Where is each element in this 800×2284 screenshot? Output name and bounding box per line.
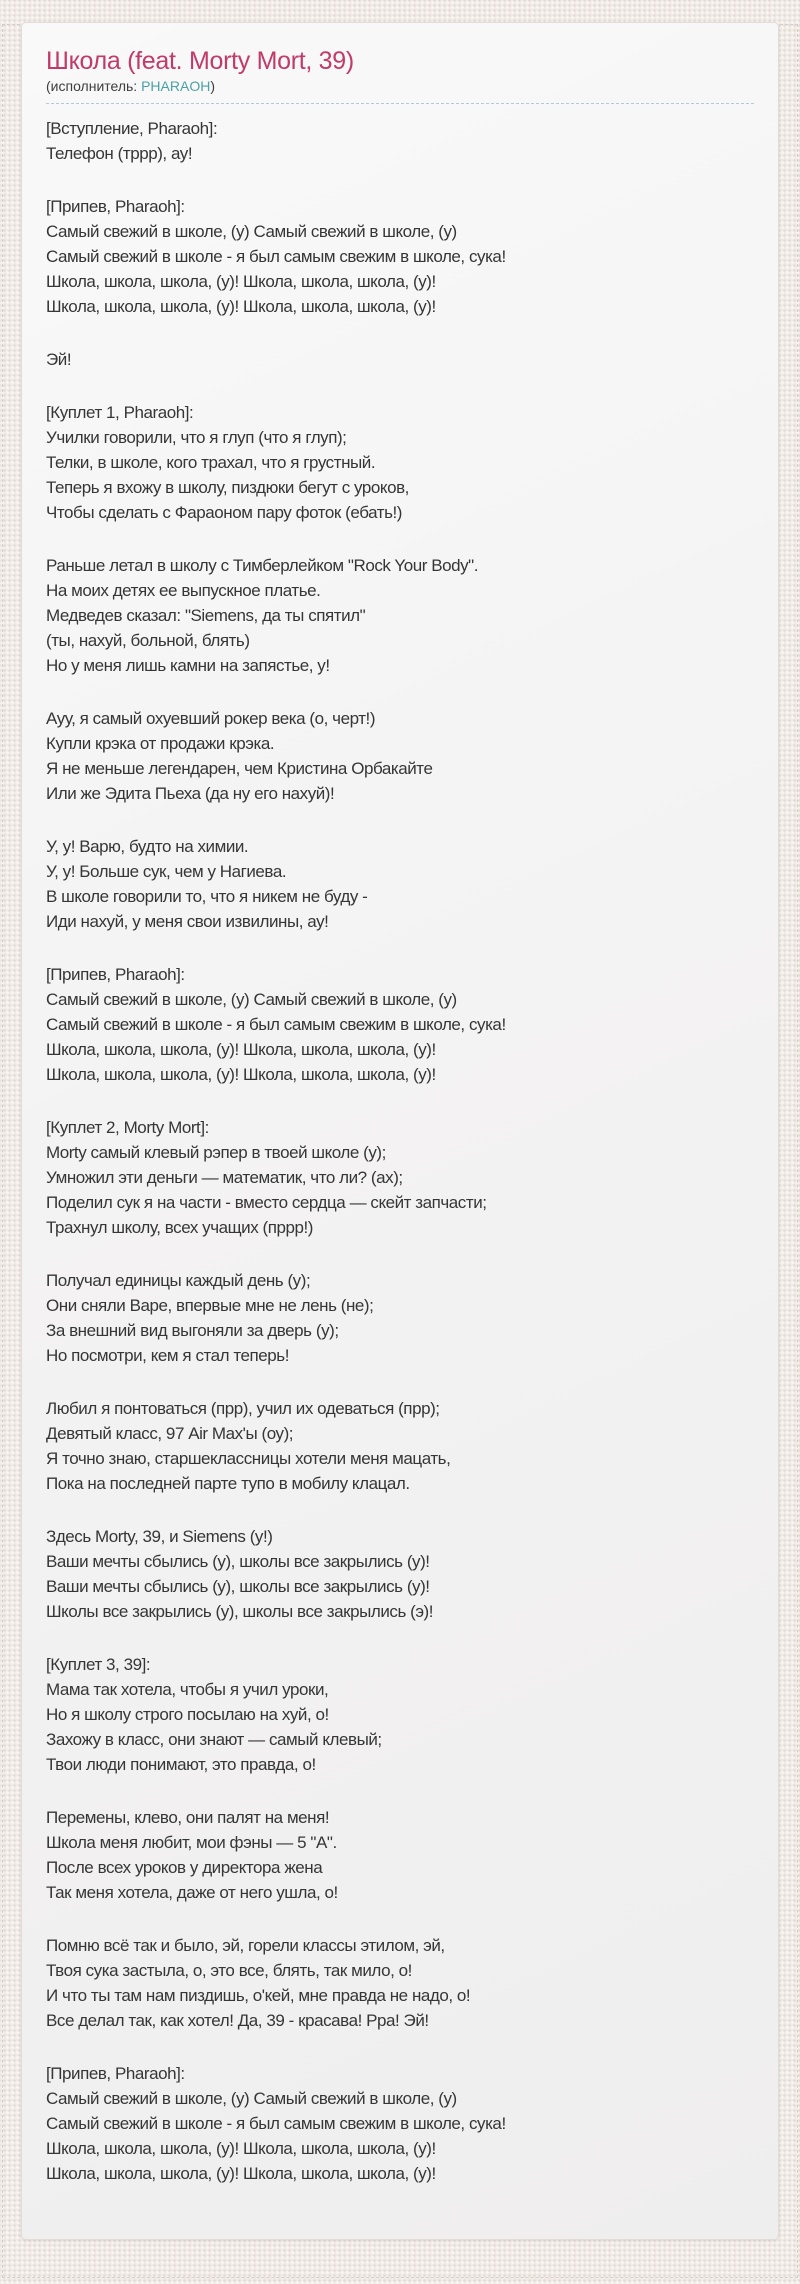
lyric-line: На моих детях ее выпускное платье.	[46, 581, 321, 600]
performer-line	[46, 78, 754, 104]
lyric-line: Училки говорили, что я глуп (что я глуп);	[46, 428, 347, 447]
lyric-line: Школа, школа, школа, (у)! Школа, школа, школа, (у)!	[46, 297, 436, 316]
lyric-line: [Вступление, Pharaoh]:	[46, 119, 218, 138]
lyric-line: В школе говорили то, что я никем не буду -	[46, 887, 368, 906]
stanza	[46, 2061, 754, 2186]
lyric-line: Или же Эдита Пьеха (да ну его нахуй)!	[46, 784, 335, 803]
lyric-line: Эй!	[46, 350, 72, 369]
lyric-line: Школа, школа, школа, (у)! Школа, школа, школа, (у)!	[46, 2139, 436, 2158]
performer-closing-paren: )	[210, 78, 215, 94]
lyric-line: Самый свежий в школе - я был самым свежим в школе, сука!	[46, 247, 506, 266]
lyric-line: Поделил сук я на части - вместо сердца — скейт запчасти;	[46, 1193, 487, 1212]
lyric-line: Мама так хотела, чтобы я учил уроки,	[46, 1680, 329, 1699]
stanza	[46, 400, 754, 525]
lyric-line: Школы все закрылись (у), школы все закрылись (э)!	[46, 1602, 434, 1621]
lyric-line: Школа, школа, школа, (у)! Школа, школа, школа, (у)!	[46, 1065, 436, 1084]
lyric-line: Самый свежий в школе - я был самым свежим в школе, сука!	[46, 1015, 506, 1034]
lyric-line: И что ты там нам пиздишь, о'кей, мне правда не надо, о!	[46, 1986, 471, 2005]
stanza	[46, 1524, 754, 1624]
stanza	[46, 116, 754, 166]
lyric-line: Самый свежий в школе, (у) Самый свежий в школе, (у)	[46, 2089, 457, 2108]
stanza	[46, 834, 754, 934]
lyric-line: Все делал так, как хотел! Да, 39 - красава! Рра! Эй!	[46, 2011, 429, 2030]
lyric-line: Школа, школа, школа, (у)! Школа, школа, школа, (у)!	[46, 2164, 436, 2183]
song-title: Школа (feat. Morty Mort, 39)	[46, 47, 354, 75]
lyric-line: Пока на последней парте тупо в мобилу клацал.	[46, 1474, 410, 1493]
lyric-line: Иди нахуй, у меня свои извилины, ау!	[46, 912, 329, 931]
lyric-line: Трахнул школу, всех учащих (пррр!)	[46, 1218, 313, 1237]
lyric-line: Любил я понтоваться (прр), учил их одеваться (прр);	[46, 1399, 440, 1418]
lyric-line: Теперь я вхожу в школу, пиздюки бегут с уроков,	[46, 478, 409, 497]
lyric-line: Здесь Morty, 39, и Siemens (у!)	[46, 1527, 273, 1546]
stanza	[46, 1115, 754, 1240]
lyric-line: Школа, школа, школа, (у)! Школа, школа, школа, (у)!	[46, 1040, 436, 1059]
lyric-line: Твоя сука застыла, о, это все, блять, так мило, о!	[46, 1961, 412, 1980]
lyric-line: Я не меньше легендарен, чем Кристина Орбакайте	[46, 759, 433, 778]
lyric-line: У, у! Больше сук, чем у Нагиева.	[46, 862, 287, 881]
stanza	[46, 1652, 754, 1777]
lyric-line: Школа, школа, школа, (у)! Школа, школа, школа, (у)!	[46, 272, 436, 291]
lyric-line: Самый свежий в школе - я был самым свежим в школе, сука!	[46, 2114, 506, 2133]
stanza	[46, 962, 754, 1087]
lyric-line: Получал единицы каждый день (у);	[46, 1271, 311, 1290]
stanza	[46, 347, 754, 372]
lyric-line: Телки, в школе, кого трахал, что я грустный.	[46, 453, 376, 472]
lyric-line: Morty самый клевый рэпер в твоей школе (у);	[46, 1143, 386, 1162]
lyric-line: Самый свежий в школе, (у) Самый свежий в школе, (у)	[46, 222, 457, 241]
lyrics-text	[46, 116, 754, 2186]
lyric-line: [Куплет 1, Pharaoh]:	[46, 403, 194, 422]
lyric-line: У, у! Варю, будто на химии.	[46, 837, 249, 856]
stanza	[46, 1268, 754, 1368]
stanza	[46, 1933, 754, 2033]
lyric-line: [Припев, Pharaoh]:	[46, 197, 185, 216]
stanza	[46, 706, 754, 806]
lyric-line: [Куплет 3, 39]:	[46, 1655, 151, 1674]
lyric-line: Но я школу строго посылаю на хуй, о!	[46, 1705, 329, 1724]
lyric-line: Захожу в класс, они знают — самый клевый;	[46, 1730, 382, 1749]
performer-label: (исполнитель:	[46, 78, 142, 94]
stanza	[46, 553, 754, 678]
lyric-line: Самый свежий в школе, (у) Самый свежий в школе, (у)	[46, 990, 457, 1009]
lyric-line: Умножил эти деньги — математик, что ли? (ах);	[46, 1168, 403, 1187]
lyric-line: Они сняли Варе, впервые мне не лень (не);	[46, 1296, 374, 1315]
lyric-line: (ты, нахуй, больной, блять)	[46, 631, 250, 650]
lyric-line: После всех уроков у директора жена	[46, 1858, 323, 1877]
lyric-line: Телефон (тррр), ау!	[46, 144, 193, 163]
lyric-line: Помню всё так и было, эй, горели классы этилом, эй,	[46, 1936, 445, 1955]
lyric-line: Чтобы сделать с Фараоном пару фоток (ебать!)	[46, 503, 402, 522]
stanza	[46, 1805, 754, 1905]
lyric-line: [Припев, Pharaoh]:	[46, 2064, 185, 2083]
lyric-line: Девятый класс, 97 Air Max'ы (оу);	[46, 1424, 294, 1443]
lyric-line: [Куплет 2, Morty Mort]:	[46, 1118, 209, 1137]
lyric-line: Ваши мечты сбылись (у), школы все закрылись (у)!	[46, 1552, 430, 1571]
artist-link[interactable]: PHARAOH	[141, 78, 211, 94]
lyric-line: Медведев сказал: "Siemens, да ты спятил"	[46, 606, 366, 625]
lyric-line: Купли крэка от продажи крэка.	[46, 734, 275, 753]
lyric-line: Но у меня лишь камни на запястье, у!	[46, 656, 330, 675]
lyric-line: За внешний вид выгоняли за дверь (у);	[46, 1321, 339, 1340]
lyric-line: [Припев, Pharaoh]:	[46, 965, 185, 984]
lyric-line: Твои люди понимают, это правда, о!	[46, 1755, 316, 1774]
lyric-line: Раньше летал в школу с Тимберлейком "Rock Your Body".	[46, 556, 479, 575]
stanza	[46, 1396, 754, 1496]
lyric-line: Перемены, клево, они палят на меня!	[46, 1808, 330, 1827]
lyric-line: Ауу, я самый охуевший рокер века (о, черт!)	[46, 709, 376, 728]
lyric-line: Ваши мечты сбылись (у), школы все закрылись (у)!	[46, 1577, 430, 1596]
stanza	[46, 194, 754, 319]
lyric-line: Я точно знаю, старшеклассницы хотели меня мацать,	[46, 1449, 451, 1468]
lyric-line: Но посмотри, кем я стал теперь!	[46, 1346, 289, 1365]
lyric-line: Школа меня любит, мои фэны — 5 "А".	[46, 1833, 337, 1852]
lyric-line: Так меня хотела, даже от него ушла, о!	[46, 1883, 338, 1902]
lyrics-card	[21, 22, 779, 2240]
